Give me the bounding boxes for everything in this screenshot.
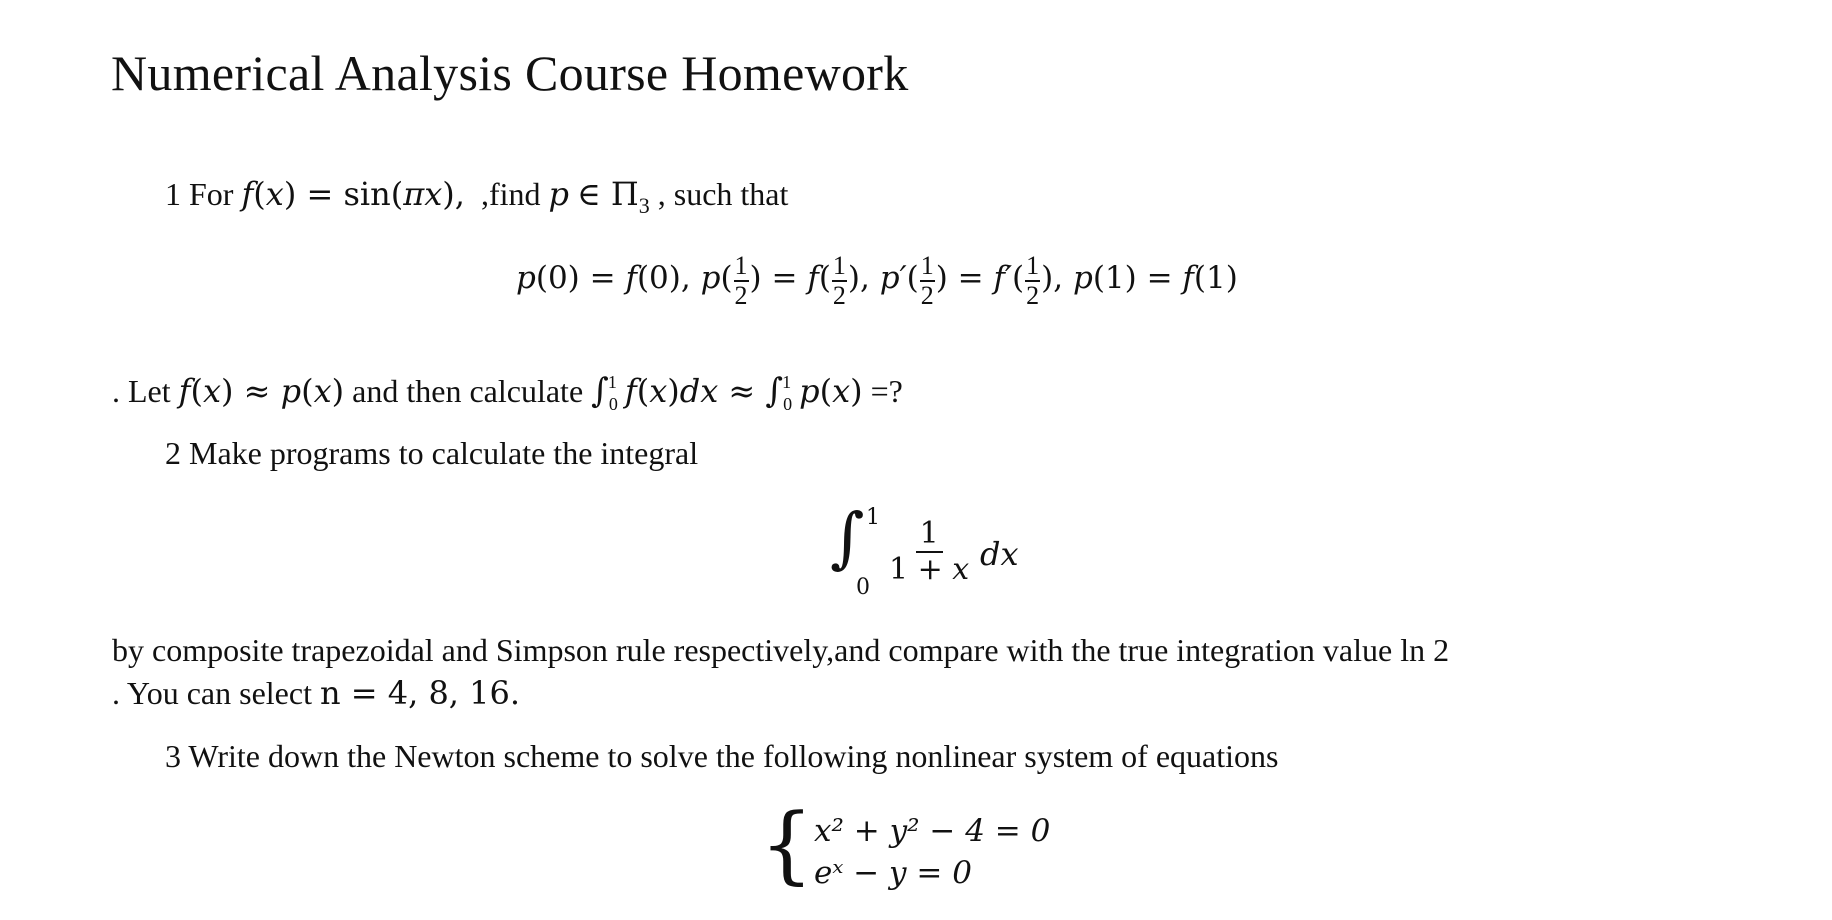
interpolation-conditions: p(0) = f(0), p( $\frac{1}{2}$ ) = f( $\frac{1}{2}$ ), p′( $\frac{1}{2}$ ) = f′( $\frac{1}{2}$ ), p(1) = f(1) — [516, 251, 1238, 310]
problem-3-intro-text: Write down the Newton scheme to solve the following nonlinear system of equations — [188, 738, 1279, 774]
problem-1-let-line: . Let f(x) ≈ p(x) and then calculate $\int_0^1$ $f(x)dx \approx \int_0^1$ p(x) =? — [112, 371, 903, 414]
problem-2-body-line-2 — [112, 674, 521, 712]
problem-1-and-then: and then calculate — [352, 373, 584, 409]
problem-2-body-line-1: by composite trapezoidal and Simpson rule respectively,and compare with the true integration value ln 2 — [112, 632, 1450, 668]
problem-1-let: . Let — [112, 373, 171, 409]
problem-2-intro-text: Make programs to calculate the integral — [189, 435, 699, 471]
equation-1: x² + y² − 4 = 0 — [814, 813, 1051, 849]
left-brace: { — [760, 795, 814, 893]
problem-2-number: 2 — [165, 435, 181, 471]
problem-1-find: ,find — [480, 176, 541, 212]
problem-2-select: . You can select — [112, 675, 312, 711]
problem-1-intro: 1 For f(x) = sin(πx), ,find p ∈ $\Pi_3$ , such that — [165, 175, 789, 218]
problem-1-such-that: , such that — [657, 176, 789, 212]
problem-1-question: =? — [870, 373, 903, 409]
problem-3-number: 3 — [165, 738, 181, 774]
problem-3-intro — [165, 740, 1278, 772]
equation-system — [760, 795, 1080, 908]
n-values: n = 4, 8, 16. — [319, 674, 521, 712]
problem-1-for: For — [189, 176, 234, 212]
function-definition: f — [241, 175, 254, 213]
problem-1-number: 1 — [165, 176, 181, 212]
problem-2-intro — [165, 437, 698, 469]
integral-display: ∫ 1 0 $\frac{1}{1 + x}$ dx — [830, 499, 1019, 600]
equation-2: eˣ − y = 0 — [814, 855, 972, 891]
page-title: Numerical Analysis Course Homework — [111, 45, 909, 101]
